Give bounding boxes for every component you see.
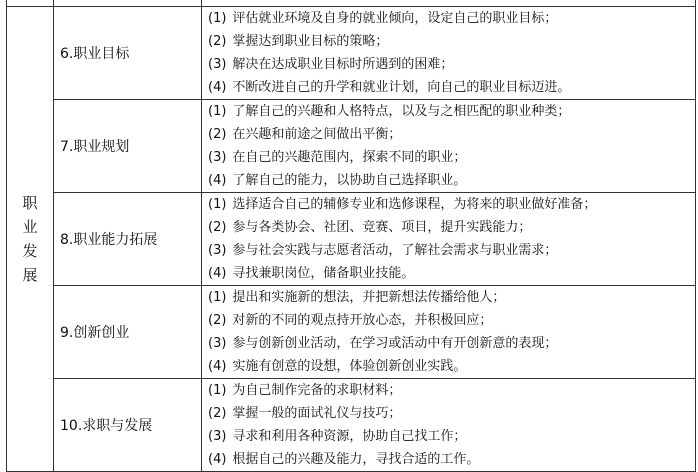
description-line (208, 402, 695, 425)
line-text: 在兴趣和前途之间做出平衡； (232, 127, 402, 142)
description-line (208, 239, 695, 262)
line-number: (3) (208, 429, 227, 444)
line-text: 选择适合自己的辅修专业和选修课程，为将来的职业做好准备； (232, 197, 597, 212)
line-number: (1) (208, 11, 227, 26)
description-line (208, 262, 695, 285)
line-number: (1) (208, 290, 227, 305)
description-line (208, 53, 695, 76)
item-label: 8.职业能力拓展 (60, 232, 158, 248)
item-label: 9.创新创业 (60, 325, 130, 341)
description-line (208, 309, 695, 332)
description-line (208, 216, 695, 239)
category-cell (7, 7, 54, 472)
description-cell (202, 379, 696, 472)
line-number: (4) (208, 266, 227, 281)
description-cell (202, 193, 696, 286)
line-number: (2) (208, 406, 227, 421)
line-text: 评估就业环境及自身的就业倾向，设定自己的职业目标； (232, 11, 558, 26)
line-text: 为自己制作完备的求职材料； (232, 383, 402, 398)
line-number: (3) (208, 150, 227, 165)
description-cell (202, 100, 696, 193)
table-row (7, 286, 696, 379)
line-number: (4) (208, 452, 227, 467)
line-number: (2) (208, 127, 227, 142)
line-text: 参与社会实践与志愿者活动，了解社会需求与职业需求； (232, 243, 558, 258)
line-number: (1) (208, 383, 227, 398)
line-text: 对新的不同的观点持开放心态，并积极回应； (232, 313, 493, 328)
line-text: 寻找兼职岗位，储备职业技能。 (232, 266, 415, 281)
description-line (208, 379, 695, 402)
line-text: 了解自己的兴趣和人格特点，以及与之相匹配的职业种类； (232, 104, 571, 119)
item-cell (54, 193, 202, 286)
item-label: 10.求职与发展 (60, 418, 153, 434)
description-line (208, 448, 695, 471)
line-text: 了解自己的能力，以协助自己选择职业。 (232, 173, 467, 188)
item-cell (54, 100, 202, 193)
description-cell (202, 286, 696, 379)
item-label: 7.职业规划 (60, 139, 130, 155)
description-line (208, 355, 695, 378)
table-row (7, 7, 696, 100)
line-text: 根据自己的兴趣及能力，寻找合适的工作。 (232, 452, 480, 467)
description-line (208, 425, 695, 448)
table-row (7, 379, 696, 472)
line-text: 不断改进自己的升学和就业计划，向自己的职业目标迈进。 (232, 80, 571, 95)
line-text: 寻求和利用各种资源，协助自己找工作； (232, 429, 467, 444)
item-cell (54, 379, 202, 472)
line-text: 实施有创意的设想，体验创新创业实践。 (232, 359, 467, 374)
description-cell (202, 7, 696, 100)
description-line (208, 7, 695, 30)
line-text: 参与创新创业活动，在学习或活动中有开创新意的表现； (232, 336, 558, 351)
description-line (208, 76, 695, 99)
career-development-table (6, 0, 696, 472)
table-row (7, 100, 696, 193)
line-number: (1) (208, 104, 227, 119)
line-number: (4) (208, 359, 227, 374)
line-text: 掌握达到职业目标的策略； (232, 34, 389, 49)
description-line (208, 332, 695, 355)
line-number: (1) (208, 197, 227, 212)
line-number: (4) (208, 80, 227, 95)
item-label: 6.职业目标 (60, 46, 130, 62)
line-number: (2) (208, 313, 227, 328)
table-row (7, 193, 696, 286)
line-text: 参与各类协会、社团、竞赛、项目，提升实践能力； (232, 220, 532, 235)
description-line (208, 123, 695, 146)
item-cell (54, 7, 202, 100)
description-line (208, 30, 695, 53)
item-cell (54, 286, 202, 379)
line-number: (3) (208, 243, 227, 258)
line-number: (3) (208, 336, 227, 351)
description-line (208, 286, 695, 309)
line-number: (3) (208, 57, 227, 72)
line-number: (4) (208, 173, 227, 188)
description-line (208, 100, 695, 123)
line-number: (2) (208, 220, 227, 235)
line-text: 掌握一般的面试礼仪与技巧； (232, 406, 402, 421)
description-line (208, 146, 695, 169)
line-text: 在自己的兴趣范围内，探索不同的职业； (232, 150, 467, 165)
line-text: 提出和实施新的想法，并把新想法传播给他人； (232, 290, 506, 305)
category-label: 职业发展 (22, 194, 38, 284)
description-line (208, 169, 695, 192)
line-number: (2) (208, 34, 227, 49)
description-line (208, 193, 695, 216)
line-text: 解决在达成职业目标时所遇到的困难； (232, 57, 454, 72)
